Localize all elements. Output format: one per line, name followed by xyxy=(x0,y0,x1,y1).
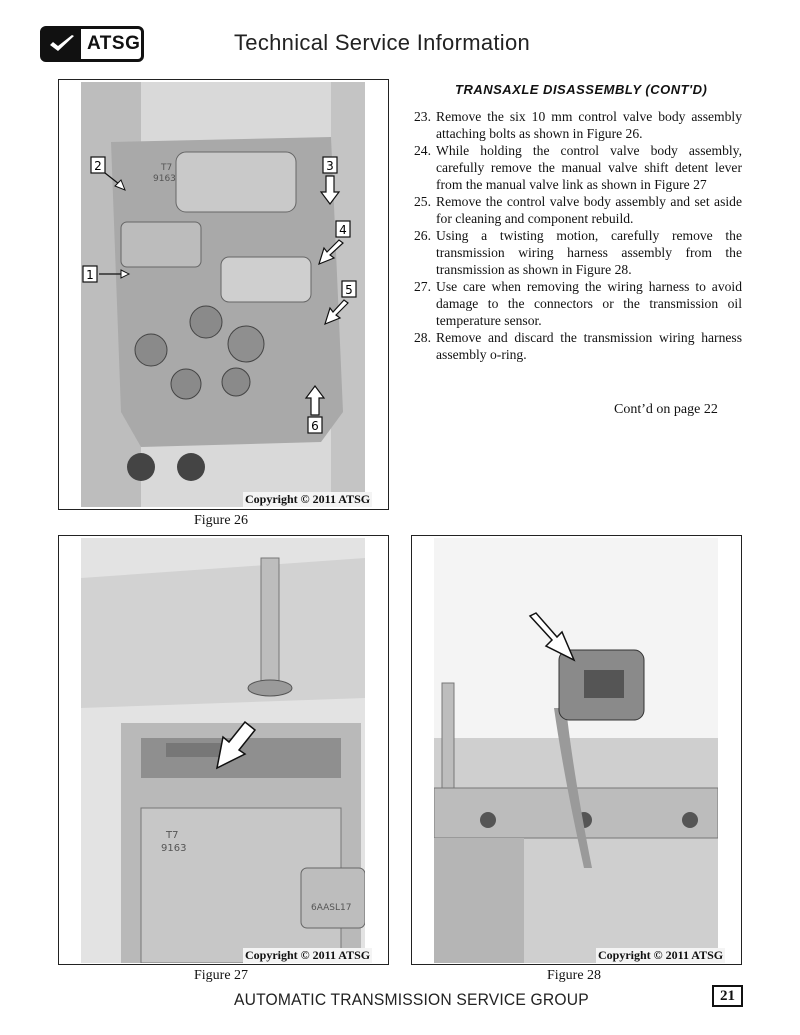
callout-arrow-3 xyxy=(321,176,339,204)
step-item xyxy=(414,227,742,278)
figure-28-caption: Figure 28 xyxy=(547,968,602,983)
fig27-casting-mark-9163: 9163 xyxy=(161,843,187,854)
page-header-title: Technical Service Information xyxy=(234,30,531,55)
fig26-casting-mark-t7: T7 xyxy=(161,163,173,173)
step-item xyxy=(414,329,742,363)
step-text: While holding the control valve body assembly, carefully remove the manual valve shift detent lever from the manual valve link as shown in Figure 27 xyxy=(436,143,742,192)
atsg-logo xyxy=(40,26,144,62)
figure-26-copyright: Copyright © 2011 ATSG xyxy=(245,492,371,506)
callout-arrow-4 xyxy=(319,240,343,264)
step-list xyxy=(414,108,742,363)
continued-note: Cont’d on page 22 xyxy=(614,402,718,417)
fig26-casting-mark-9163: 9163 xyxy=(153,174,176,184)
figure-26-frame xyxy=(58,79,389,510)
logo-text: ATSG xyxy=(87,33,141,54)
logo-checkmark-icon xyxy=(43,29,81,59)
callout-label-1: 1 xyxy=(86,268,94,282)
step-number: 27. xyxy=(414,279,431,294)
figure-26-callouts xyxy=(59,80,390,511)
figure-27-copyright: Copyright © 2011 ATSG xyxy=(245,948,371,962)
callout-label-4: 4 xyxy=(339,223,347,237)
step-number: 23. xyxy=(414,109,431,124)
figure-27-pointer-arrow xyxy=(59,536,390,966)
step-text: Remove the control valve body assembly and set aside for cleaning and component rebuild. xyxy=(436,194,742,226)
step-text: Remove and discard the transmission wiring harness assembly o-ring. xyxy=(436,330,742,362)
callout-arrow-2 xyxy=(105,173,119,184)
page-number: 21 xyxy=(712,985,743,1007)
footer-org-name: AUTOMATIC TRANSMISSION SERVICE GROUP xyxy=(234,990,589,1009)
step-number: 26. xyxy=(414,228,431,243)
figure-28-pointer-arrow xyxy=(412,536,743,966)
figure-26-caption: Figure 26 xyxy=(194,513,249,528)
step-number: 25. xyxy=(414,194,431,209)
step-number: 28. xyxy=(414,330,431,345)
callout-label-5: 5 xyxy=(345,283,353,297)
callout-label-6: 6 xyxy=(311,419,319,433)
callout-arrowhead-1 xyxy=(121,270,129,278)
callout-label-3: 3 xyxy=(326,159,334,173)
step-item xyxy=(414,142,742,193)
figure-28-copyright: Copyright © 2011 ATSG xyxy=(598,948,724,962)
figure-27-frame xyxy=(58,535,389,965)
step-text: Use care when removing the wiring harness to avoid damage to the connectors or the transmission oil temperature sensor. xyxy=(436,279,742,328)
step-text: Remove the six 10 mm control valve body assembly attaching bolts as shown in Figure 26. xyxy=(436,109,742,141)
step-item xyxy=(414,193,742,227)
callout-arrow-5 xyxy=(325,300,348,324)
step-text: Using a twisting motion, carefully remove the transmission wiring harness assembly from the transmission as shown in Figure 28. xyxy=(436,228,742,277)
fig27-casting-mark-t7: T7 xyxy=(166,830,179,841)
step-item xyxy=(414,278,742,329)
step-item xyxy=(414,108,742,142)
step-number: 24. xyxy=(414,143,431,158)
figure-28-frame xyxy=(411,535,742,965)
figure-27-caption: Figure 27 xyxy=(194,968,249,983)
callout-label-2: 2 xyxy=(94,159,102,173)
callout-arrow-6 xyxy=(306,386,324,415)
section-title: TRANSAXLE DISASSEMBLY (CONT'D) xyxy=(455,82,708,97)
fig27-casting-mark-6aasl17: 6AASL17 xyxy=(311,903,352,913)
